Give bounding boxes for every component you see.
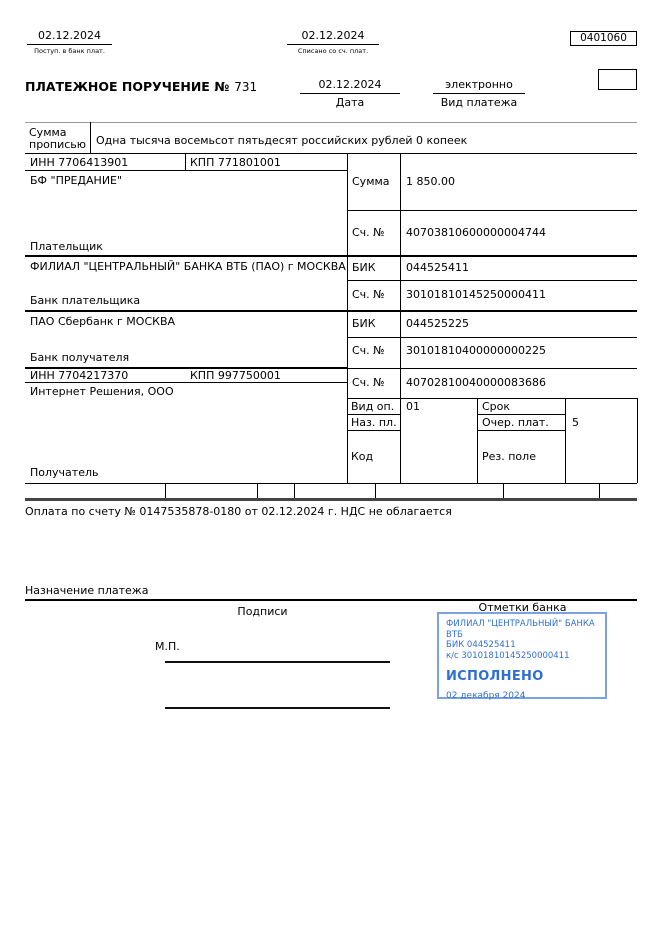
payer-bank-caption: Банк плательщика <box>30 294 141 307</box>
payer-account-value: 40703810600000004744 <box>406 226 546 239</box>
payee-caption: Получатель <box>30 466 99 479</box>
form-code-box: 0401060 <box>570 31 637 46</box>
received-in-bank-field <box>27 29 112 55</box>
reserve-field-label: Рез. поле <box>482 450 536 463</box>
table-line <box>25 310 637 312</box>
status-box-empty <box>598 69 637 90</box>
table-line <box>599 483 600 498</box>
op-type-value: 01 <box>406 400 420 413</box>
term-label: Срок <box>482 400 511 413</box>
payment-purpose-caption: Назначение платежа <box>25 584 149 597</box>
payment-purpose-text: Оплата по счету № 0147535878-0180 от 02.12.2024 г. НДС не облагается <box>25 505 452 518</box>
table-line <box>185 153 186 170</box>
payment-kind-caption: Вид платежа <box>440 96 518 109</box>
pay-purpose-code-label: Наз. пл. <box>351 416 397 429</box>
table-line <box>25 483 637 484</box>
table-line <box>25 122 637 123</box>
amount-words-value: Одна тысяча восемьсот пятьдесят российских рублей 0 копеек <box>96 134 468 147</box>
table-line <box>637 398 638 483</box>
payee-bank-account-value: 30101810400000000225 <box>406 344 546 357</box>
priority-value: 5 <box>572 416 579 429</box>
table-line <box>347 280 637 281</box>
received-date: 02.12.2024 <box>27 29 112 45</box>
payee-account-value: 40702810040000083686 <box>406 376 546 389</box>
table-line <box>25 255 637 257</box>
table-line <box>347 398 637 399</box>
table-line <box>165 483 166 498</box>
table-line <box>375 483 376 498</box>
payer-bank-bik-label: БИК <box>352 261 376 274</box>
table-line <box>347 337 637 338</box>
payee-bank-caption: Банк получателя <box>30 351 130 364</box>
table-line <box>90 122 91 153</box>
table-line <box>25 170 347 171</box>
payer-name: БФ "ПРЕДАНИЕ" <box>30 174 123 187</box>
stamp-place-label: М.П. <box>155 640 180 653</box>
signature-line <box>165 661 390 663</box>
table-line <box>257 483 258 498</box>
payee-bank-account-label: Сч. № <box>352 344 385 357</box>
stamp-bik: БИК 044525411 <box>446 640 516 650</box>
payee-name: Интернет Решения, ООО <box>30 385 174 398</box>
amount-value: 1 850.00 <box>406 175 455 188</box>
signature-line <box>165 707 390 709</box>
payee-account-label: Сч. № <box>352 376 385 389</box>
document-title <box>25 80 257 94</box>
table-line <box>477 398 478 483</box>
payer-inn: ИНН 7706413901 <box>30 156 129 169</box>
title-text: ПЛАТЕЖНОЕ ПОРУЧЕНИЕ № <box>25 79 230 94</box>
code-label: Код <box>351 450 374 463</box>
payment-kind-value: электронно <box>433 78 525 94</box>
payer-kpp: КПП 771801001 <box>190 156 281 169</box>
debited-caption: Списано со сч. плат. <box>297 47 369 55</box>
payer-caption: Плательщик <box>30 240 103 253</box>
stamp-status: ИСПОЛНЕНО <box>446 669 544 684</box>
doc-date-caption: Дата <box>335 96 365 109</box>
stamp-date: 02 декабря 2024 <box>446 691 526 701</box>
payer-bank-account-value: 30101810145250000411 <box>406 288 546 301</box>
table-line <box>25 382 347 383</box>
table-line <box>400 153 401 483</box>
table-line <box>503 483 504 498</box>
op-type-label: Вид оп. <box>351 400 395 413</box>
payee-inn: ИНН 7704217370 <box>30 369 129 382</box>
payment-kind-field <box>433 78 525 109</box>
table-line <box>347 430 400 431</box>
payee-bank-bik-value: 044525225 <box>406 317 469 330</box>
payee-kpp: КПП 997750001 <box>190 369 281 382</box>
doc-date-value: 02.12.2024 <box>300 78 400 94</box>
bank-marks-caption: Отметки банка <box>478 601 567 614</box>
payee-bank-bik-label: БИК <box>352 317 376 330</box>
table-line <box>25 153 637 154</box>
doc-date-field <box>300 78 400 109</box>
stamp-bank-name: ФИЛИАЛ "ЦЕНТРАЛЬНЫЙ" БАНКА ВТБ <box>446 619 595 640</box>
table-line <box>477 430 565 431</box>
debited-date: 02.12.2024 <box>287 29 379 45</box>
table-line <box>347 153 348 483</box>
payer-bank-account-label: Сч. № <box>352 288 385 301</box>
amount-words-label: Сумма прописью <box>29 126 87 151</box>
document-number: 731 <box>234 80 258 94</box>
table-line <box>347 210 637 211</box>
amount-label: Сумма <box>352 175 390 188</box>
table-line <box>347 368 637 369</box>
payer-account-label: Сч. № <box>352 226 385 239</box>
table-line <box>25 498 637 501</box>
table-line <box>477 414 565 415</box>
stamp-corr-account: к/с 30101810145250000411 <box>446 650 570 661</box>
table-line <box>347 414 400 415</box>
debited-field <box>287 29 379 55</box>
payer-bank-bik-value: 044525411 <box>406 261 469 274</box>
payee-bank-name: ПАО Сбербанк г МОСКВА <box>30 315 176 328</box>
bank-execution-stamp <box>437 612 607 699</box>
priority-label: Очер. плат. <box>482 416 549 429</box>
payer-bank-name: ФИЛИАЛ "ЦЕНТРАЛЬНЫЙ" БАНКА ВТБ (ПАО) г МОСКВА <box>30 260 346 273</box>
table-line <box>294 483 295 498</box>
table-line <box>565 398 566 483</box>
signatures-caption: Подписи <box>237 605 288 618</box>
received-caption: Поступ. в банк плат. <box>34 47 105 55</box>
